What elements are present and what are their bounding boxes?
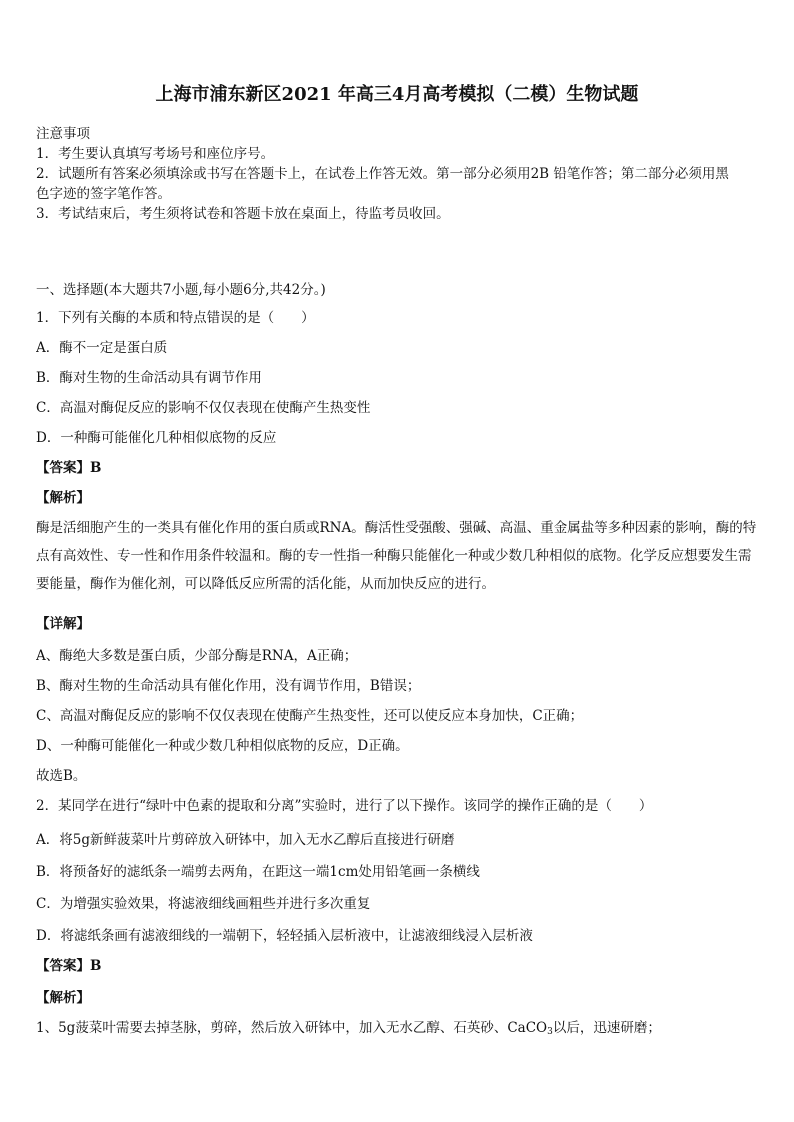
question-1-detail: D、一种酶可能催化一种或少数几种相似底物的反应，D正确。 [36, 738, 409, 754]
question-1-option-b: B．酶对生物的生命活动具有调节作用 [36, 370, 262, 386]
question-2-answer: 【答案】B [36, 958, 102, 974]
notice-item: 2．试题所有答案必须填涂或书写在答题卡上，在试卷上作答无效。第一部分必须用2B 铅笔作答；第二部分必须用黑 [36, 166, 729, 182]
analysis-text-part: 1、5g菠菜叶需要去掉茎脉，剪碎，然后放入研钵中，加入无水乙醇、石英砂、CaCO [36, 1020, 548, 1036]
question-1-option-d: D．一种酶可能催化几种相似底物的反应 [36, 430, 277, 446]
question-2-analysis-label: 【解析】 [36, 990, 90, 1006]
page-title: 上海市浦东新区2021 年高三4月高考模拟（二模）生物试题 [155, 84, 639, 105]
question-1-conclusion: 故选B。 [36, 768, 87, 784]
notice-item: 3．考试结束后，考生须将试卷和答题卡放在桌面上，待监考员收回。 [36, 206, 450, 222]
question-1-stem: 1．下列有关酶的本质和特点错误的是（ ） [36, 310, 315, 326]
question-2-option-a: A．将5g新鲜菠菜叶片剪碎放入研钵中，加入无水乙醇后直接进行研磨 [36, 832, 455, 848]
question-1-answer: 【答案】B [36, 460, 102, 476]
question-2-analysis-text [36, 1018, 758, 1042]
question-1-detail-label: 【详解】 [36, 616, 90, 632]
question-1-detail: B、酶对生物的生命活动具有催化作用，没有调节作用，B错误； [36, 678, 421, 694]
notice-item: 色字迹的签字笔作答。 [36, 186, 171, 202]
notice-heading: 注意事项 [36, 126, 90, 142]
question-2-option-b: B．将预备好的滤纸条一端剪去两角，在距这一端1cm处用铅笔画一条横线 [36, 864, 480, 880]
section-heading: 一、选择题(本大题共7小题,每小题6分,共42分。) [36, 282, 326, 298]
question-1-analysis-text: 酶是活细胞产生的一类具有催化作用的蛋白质或RNA。酶活性受强酸、强碱、高温、重金属盐等多种因素的影响，酶的特点有高效性、专一性和作用条件较温和。酶的专一性指一种酶只能催化一种或少数几种相似的底物。化学反应想要发生需要能量，酶作为催化剂，可以降低反应所需的活化能，从而加快反应的进行。 [36, 520, 757, 592]
question-2-stem: 2．某同学在进行“绿叶中色素的提取和分离”实验时，进行了以下操作。该同学的操作正确的是（ ） [36, 798, 653, 814]
question-1-analysis-label: 【解析】 [36, 490, 90, 506]
question-2-option-d: D．将滤纸条画有滤液细线的一端朝下，轻轻插入层析液中，让滤液细线浸入层析液 [36, 928, 533, 944]
question-1-option-c: C．高温对酶促反应的影响不仅仅表现在使酶产生热变性 [36, 400, 371, 416]
question-1-option-a: A．酶不一定是蛋白质 [36, 340, 168, 356]
notice-item: 1．考生要认真填写考场号和座位序号。 [36, 146, 275, 162]
subscript-3: 3 [547, 1027, 553, 1037]
question-1-detail: A、酶绝大多数是蛋白质，少部分酶是RNA，A正确； [36, 648, 358, 664]
analysis-text-part: 以后，迅速研磨； [552, 1020, 661, 1036]
question-1-detail: C、高温对酶促反应的影响不仅仅表现在使酶产生热变性，还可以使反应本身加快，C正确； [36, 708, 584, 724]
question-2-option-c: C．为增强实验效果，将滤液细线画粗些并进行多次重复 [36, 896, 371, 912]
